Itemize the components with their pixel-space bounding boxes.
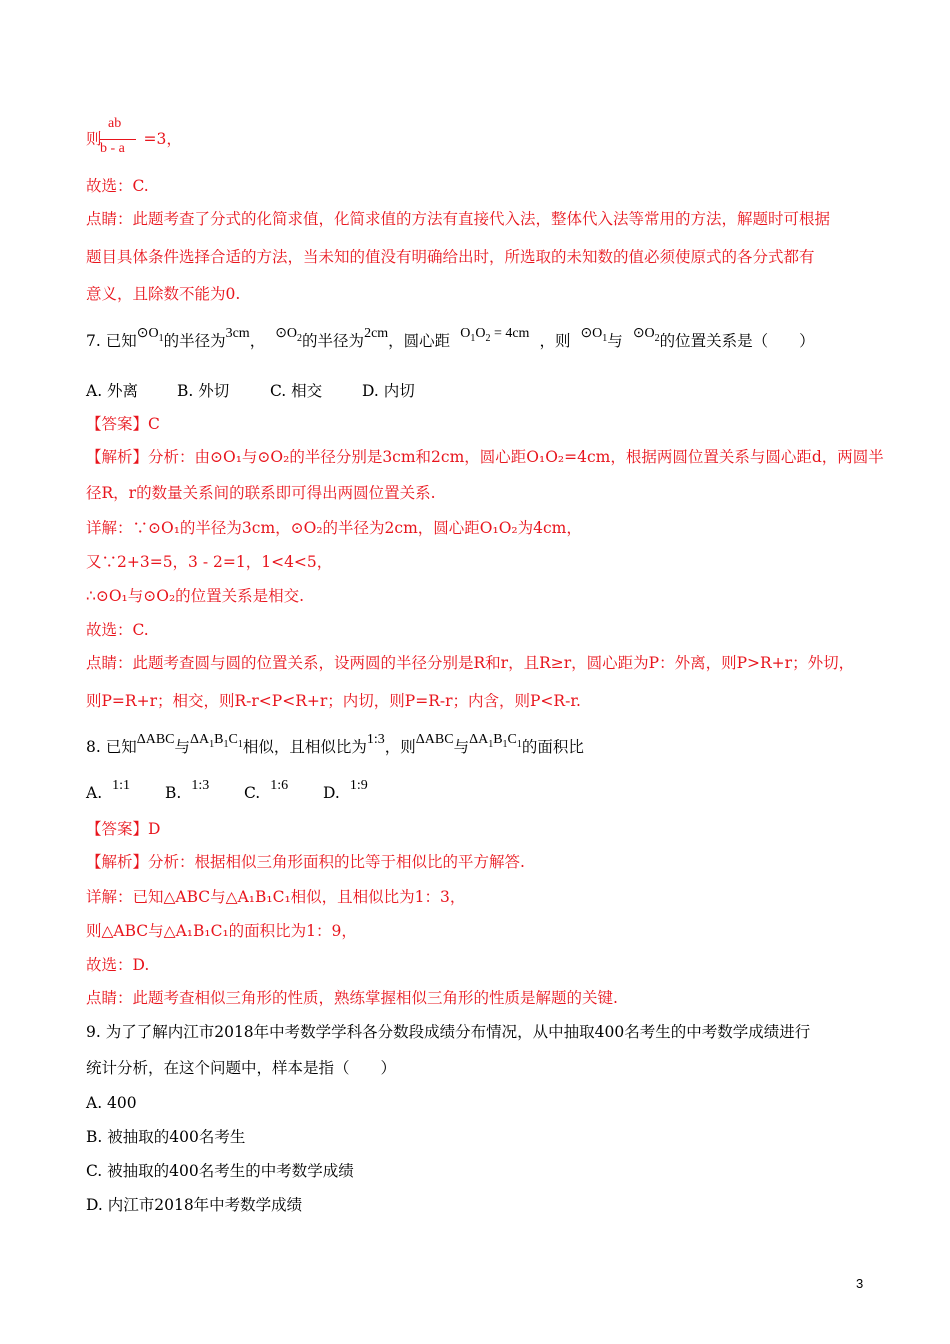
- triangle-a1b1c1: $\Delta A_1B_1C_1$: [190, 732, 243, 750]
- q7-stem: 7. 已知$⊙O_1$的半径为3cm， $⊙O_2$的半径为2cm，圆心距 $O_1O_2 = 4cm$ ，则 $⊙O_1$与 $⊙O_2$的位置关系是（ ）: [86, 326, 815, 350]
- q8-detail-line-1: 详解：已知△ABC与△A₁B₁C₁相似，且相似比为1：3，: [86, 888, 466, 906]
- center-distance: $O_1O_2 = 4cm$: [460, 326, 530, 344]
- prev-choose: 故选：C.: [86, 177, 149, 195]
- q8-option-a: A. 1:1: [86, 778, 131, 802]
- q8-stem: 8. 已知ΔABC与$\Delta A_1B_1C_1$相似，且相似比为1:3，则ΔABC与$\Delta A_1B_1C_1$的面积比: [86, 732, 584, 756]
- q9-option-b: B. 被抽取的400名考生: [86, 1128, 246, 1146]
- q9-option-d: D. 内江市2018年中考数学成绩: [86, 1196, 303, 1214]
- q7-comment-line-1: 点睛：此题考查圆与圆的位置关系，设两圆的半径分别是R和r，且R≥r，圆心距为P：外离，则P>R+r；外切，: [86, 654, 855, 672]
- q7-detail-line-2: 又∵2+3=5，3 - 2=1，1<4<5，: [86, 553, 333, 571]
- q7-option-b: B. 外切: [177, 382, 230, 400]
- q9-option-c: C. 被抽取的400名考生的中考数学成绩: [86, 1162, 354, 1180]
- q9-stem-line-1: 9. 为了了解内江市2018年中考数学学科各分数段成绩分布情况，从中抽取400名考生的中考数学成绩进行: [86, 1023, 811, 1041]
- q8-detail-line-2: 则△ABC与△A₁B₁C₁的面积比为1：9，: [86, 922, 357, 940]
- prev-comment-line-2: 题目具体条件选择合适的方法，当未知的值没有明确给出时，所选取的未知数的值必须使原式的各分式都有: [86, 248, 815, 266]
- q7-comment-line-2: 则P=R+r；相交，则R-r<P<R+r；内切，则P=R-r；内含，则P<R-r.: [86, 692, 581, 710]
- q8-comment: 点睛：此题考查相似三角形的性质，熟练掌握相似三角形的性质是解题的关键.: [86, 989, 618, 1007]
- circle-o1: $⊙O_1$: [136, 326, 164, 344]
- q7-answer: 【答案】C: [86, 415, 160, 433]
- fraction-bar: [100, 139, 136, 140]
- q7-option-a: A. 外离: [86, 382, 139, 400]
- q7-option-c: C. 相交: [270, 382, 323, 400]
- q7-option-d: D. 内切: [362, 382, 415, 400]
- q7-choose: 故选：C.: [86, 621, 149, 639]
- fraction-denominator: b - a: [100, 141, 125, 156]
- q8-option-b: B. 1:3: [165, 778, 210, 802]
- q8-answer: 【答案】D: [86, 820, 161, 838]
- q8-option-c: C. 1:6: [244, 778, 289, 802]
- prev-comment-line-3: 意义，且除数不能为0.: [86, 285, 241, 303]
- q9-stem-line-2: 统计分析，在这个问题中，样本是指（ ）: [86, 1059, 397, 1077]
- q7-analysis-line-2: 径R，r的数量关系间的联系即可得出两圆位置关系.: [86, 484, 436, 502]
- fraction-numerator: ab: [108, 116, 122, 131]
- q7-detail-line-3: ∴⊙O₁与⊙O₂的位置关系是相交.: [86, 587, 305, 605]
- q7-analysis-line-1: 【解析】分析：由⊙O₁与⊙O₂的半径分别是3cm和2cm，圆心距O₁O₂=4cm，根据两圆位置关系与圆心距d，两圆半: [86, 448, 884, 466]
- page-number: 3: [856, 1276, 864, 1291]
- q8-choose: 故选：D.: [86, 956, 150, 974]
- q8-option-d: D. 1:9: [323, 778, 368, 802]
- fraction-suffix: =3，: [143, 130, 182, 148]
- circle-o2: $⊙O_2$: [275, 326, 303, 344]
- q9-option-a: A. 400: [86, 1094, 137, 1112]
- prev-comment-line-1: 点睛：此题考查了分式的化简求值，化简求值的方法有直接代入法，整体代入法等常用的方法，解题时可根据: [86, 210, 831, 228]
- fraction-prefix: 则: [86, 130, 102, 148]
- q8-analysis: 【解析】分析：根据相似三角形面积的比等于相似比的平方解答.: [86, 853, 525, 871]
- q7-detail-line-1: 详解：∵⊙O₁的半径为3cm，⊙O₂的半径为2cm，圆心距O₁O₂为4cm，: [86, 519, 582, 537]
